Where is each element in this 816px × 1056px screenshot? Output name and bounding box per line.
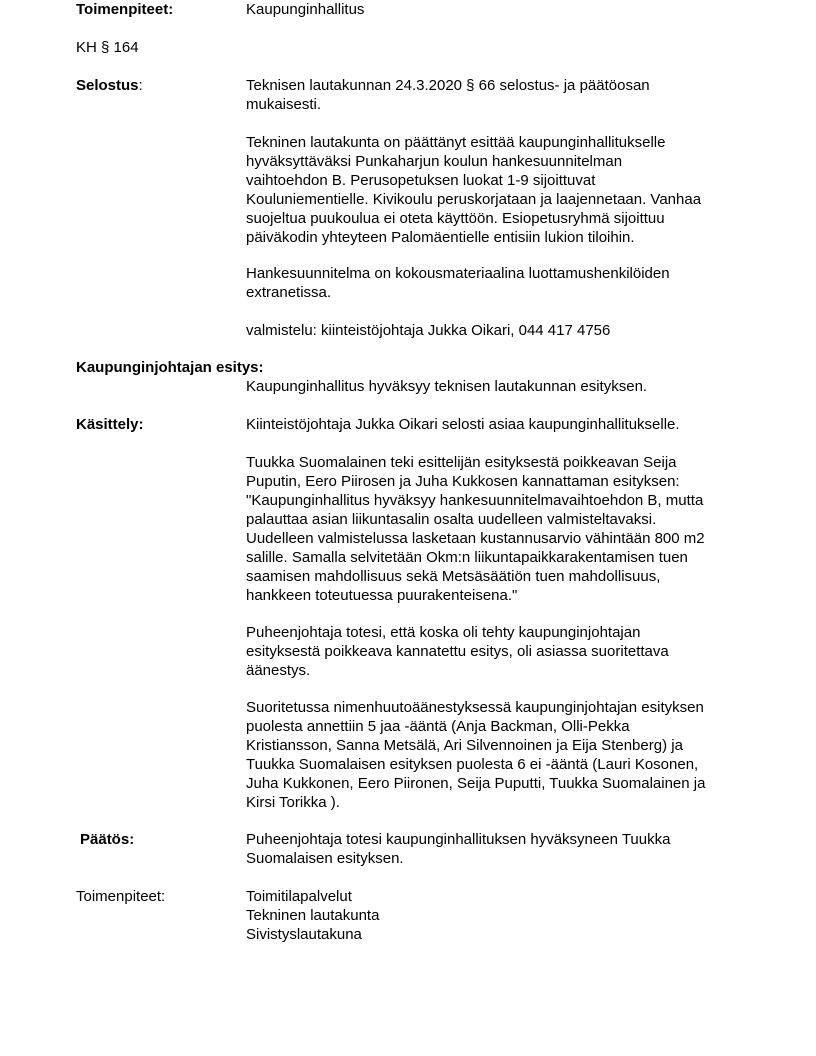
selostus-label-suffix: : bbox=[138, 77, 143, 94]
paatos-label: Päätös: bbox=[80, 831, 135, 848]
selostus-paragraph-4: valmistelu: kiinteistöjohtaja Jukka Oikari, 044 417 4756 bbox=[246, 322, 611, 339]
selostus-label-text: Selostus bbox=[76, 77, 139, 94]
footer-label: Toimenpiteet: bbox=[76, 888, 166, 905]
kasittely-content-2 bbox=[246, 453, 746, 605]
paatos-text: Puheenjohtaja totesi kaupunginhallituksen hyväksyneen Tuukka Suomalaisen esityksen. bbox=[246, 831, 671, 867]
kasittely-content-4 bbox=[246, 698, 746, 812]
kasittely-content-1 bbox=[246, 415, 746, 434]
header-value-text: Kaupunginhallitus bbox=[246, 1, 365, 18]
esitys-label: Kaupunginjohtajan esitys: bbox=[76, 359, 264, 376]
header-label: Toimenpiteet: bbox=[76, 1, 174, 18]
recipient-1: Toimitilapalvelut bbox=[246, 888, 352, 905]
selostus-content-2 bbox=[246, 133, 746, 247]
kasittely-paragraph-1: Kiinteistöjohtaja Jukka Oikari selosti asiaa kaupunginhallitukselle. bbox=[246, 416, 680, 433]
kasittely-paragraph-2: Tuukka Suomalainen teki esittelijän esityksestä poikkeavan Seija Puputin, Eero Piirosen ja Juha Kukkosen kannattaman esityksen: "Kaupunginhallitus hyväksyy hankesuunnitelmavaihtoehdon B, mutta palauttaa asian liikuntasalin osalta uudelleen valmisteltavaksi. Uudelleen valmistelussa lasketaan kustannusarvio vähintään 800 m2 salille. Samalla selvitetään Okm:n liikuntapaikkarakentamisen tuen saamisen mahdollisuus sekä Metsäsäätiön tuen mahdollisuus, hankkeen toteutuessa puurakenteisena." bbox=[246, 454, 705, 604]
recipient-2: Tekninen lautakunta bbox=[246, 907, 380, 924]
selostus-content-3 bbox=[246, 264, 746, 302]
selostus-paragraph-1: Teknisen lautakunnan 24.3.2020 § 66 selostus- ja päätöosan mukaisesti. bbox=[246, 77, 650, 113]
kasittely-label: Käsittely: bbox=[76, 416, 144, 433]
header-value bbox=[246, 0, 746, 19]
selostus-content bbox=[246, 76, 746, 114]
paatos-content bbox=[246, 830, 746, 868]
footer-recipients bbox=[246, 887, 746, 944]
section-number: KH § 164 bbox=[76, 39, 139, 56]
selostus-paragraph-3: Hankesuunnitelma on kokousmateriaalina luottamushenkilöiden extranetissa. bbox=[246, 265, 670, 301]
kasittely-content-3 bbox=[246, 623, 746, 680]
selostus-paragraph-2: Tekninen lautakunta on päättänyt esittää kaupunginhallitukselle hyväksyttäväksi Punkaharjun koulun hankesuunnitelman vaihtoehdon B. Perusopetuksen luokat 1-9 sijoittuvat Kouluniementielle. Kivikoulu peruskorjataan ja laajennetaan. Vanhaa suojeltua puukoulua ei oteta käyttöön. Esiopetusryhmä sijoittuu päiväkodin yhteyteen Palomäentielle entisiin lukion tiloihin. bbox=[246, 134, 702, 246]
recipient-3: Sivistyslautakuna bbox=[246, 926, 362, 943]
selostus-label bbox=[76, 76, 143, 95]
kasittely-paragraph-4: Suoritetussa nimenhuutoäänestyksessä kaupunginjohtajan esityksen puolesta annettiin 5 jaa -ääntä (Anja Backman, Olli-Pekka Kristiansson, Sanna Metsälä, Ari Silvennoinen ja Eija Stenberg) ja Tuukka Suomalaisen esityksen puolesta 6 ei -ääntä (Lauri Kosonen, Juha Kukkonen, Eero Piironen, Seija Puputti, Tuukka Suomalainen ja Kirsi Torikka ). bbox=[246, 699, 706, 811]
esitys-content bbox=[246, 377, 746, 396]
esitys-text: Kaupunginhallitus hyväksyy teknisen lautakunnan esityksen. bbox=[246, 378, 648, 395]
kasittely-paragraph-3: Puheenjohtaja totesi, että koska oli tehty kaupunginjohtajan esityksestä poikkeava kannatettu esitys, oli asiassa suoritettava äänestys. bbox=[246, 624, 669, 679]
selostus-content-4 bbox=[246, 321, 746, 340]
